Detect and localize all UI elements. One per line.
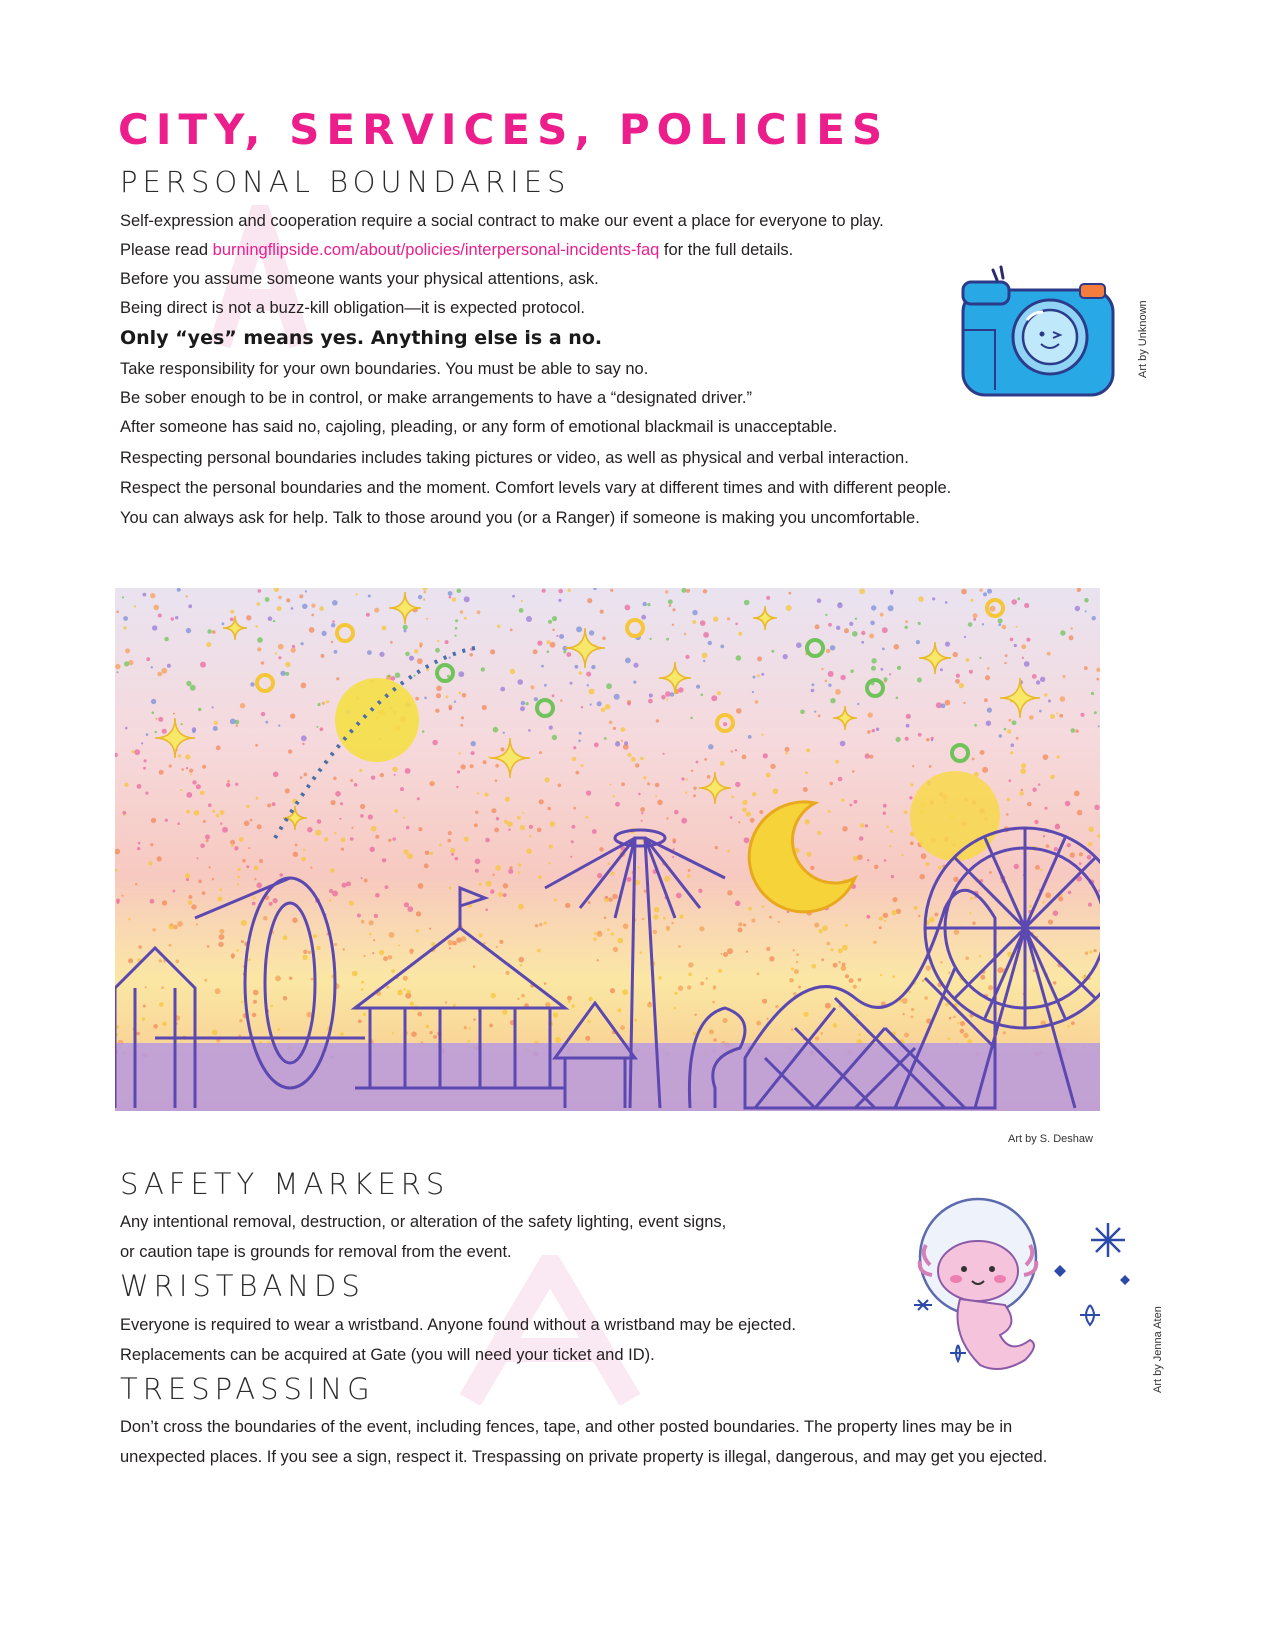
line-text: for the full details.	[659, 241, 794, 259]
heading-personal-boundaries: PERSONAL BOUNDARIES	[120, 165, 571, 199]
safety-markers-line-1: Any intentional removal, destruction, or alteration of the safety lighting, event signs,	[120, 1213, 727, 1231]
personal-boundaries-line-8: Respecting personal boundaries includes taking pictures or video, as well as physical and verbal interaction.	[120, 449, 909, 467]
carnival-illustration	[115, 588, 1100, 1111]
policies-faq-link[interactable]: burningflipside.com/about/policies/interpersonal-incidents-faq	[212, 241, 660, 259]
wristbands-line-1: Everyone is required to wear a wristband. Anyone found without a wristband may be ejected.	[120, 1316, 796, 1334]
planet	[335, 678, 419, 762]
personal-boundaries-line-4: Being direct is not a buzz-kill obligation—it is expected protocol.	[120, 299, 585, 317]
camera-illustration	[955, 262, 1120, 402]
heading-safety-markers: SAFETY MARKERS	[120, 1167, 450, 1201]
consent-emphasis: Only “yes” means yes. Anything else is a no.	[120, 327, 603, 349]
axolotl-art-credit: Art by Jenna Aten	[1152, 1306, 1164, 1393]
camera-art-credit: Art by Unknown	[1137, 300, 1149, 378]
safety-markers-line-2: or caution tape is grounds for removal from the event.	[120, 1243, 512, 1261]
heading-wristbands: WRISTBANDS	[120, 1269, 365, 1303]
line-text: Please read	[120, 241, 213, 259]
personal-boundaries-line-5: Take responsibility for your own boundaries. You must be able to say no.	[120, 360, 649, 378]
heading-trespassing: TRESPASSING	[120, 1372, 375, 1406]
trespassing-line-2: unexpected places. If you see a sign, respect it. Trespassing on private property is illegal, dangerous, and may get you ejected.	[120, 1448, 1048, 1466]
personal-boundaries-line-7: After someone has said no, cajoling, pleading, or any form of emotional blackmail is unacceptable.	[120, 418, 838, 436]
wristbands-line-2: Replacements can be acquired at Gate (you will need your ticket and ID).	[120, 1346, 655, 1364]
axolotl-illustration	[900, 1195, 1145, 1390]
yellow-planet	[910, 771, 1000, 861]
personal-boundaries-line-1: Self-expression and cooperation require a social contract to make our event a place for everyone to play.	[120, 212, 884, 230]
personal-boundaries-line-3: Before you assume someone wants your physical attentions, ask.	[120, 270, 599, 288]
personal-boundaries-line-10: You can always ask for help. Talk to those around you (or a Ranger) if someone is making you uncomfortable.	[120, 509, 920, 527]
personal-boundaries-line-6: Be sober enough to be in control, or make arrangements to have a “designated driver.”	[120, 389, 752, 407]
page-title: CITY, SERVICES, POLICIES	[118, 105, 890, 154]
carnival-art-credit: Art by S. Deshaw	[1008, 1133, 1093, 1145]
trespassing-line-1: Don’t cross the boundaries of the event, including fences, tape, and other posted boundaries. The property lines may be in	[120, 1418, 1013, 1436]
personal-boundaries-line-9: Respect the personal boundaries and the moment. Comfort levels vary at different times and with different people.	[120, 479, 952, 497]
personal-boundaries-line-2	[120, 241, 793, 260]
